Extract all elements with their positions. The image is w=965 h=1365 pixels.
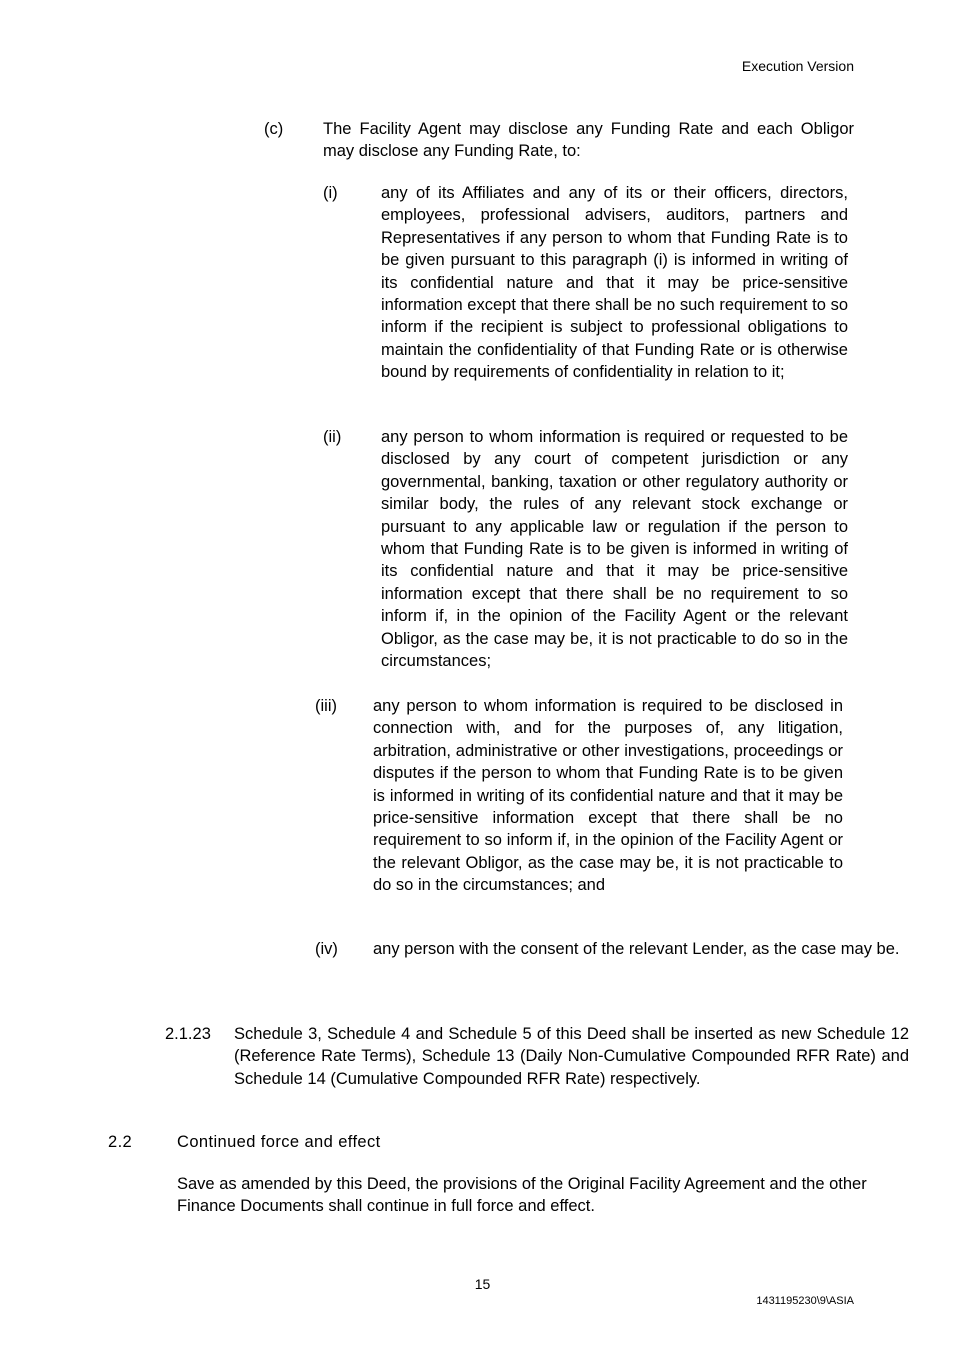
section-2-2-number: 2.2	[108, 1133, 133, 1151]
item-iv-text: any person with the consent of the relevant Lender, as the case may be.	[373, 940, 900, 958]
document-version-label: Execution Version	[741, 58, 854, 74]
document-reference: 1431195230\9\ASIA	[756, 1295, 854, 1307]
clause-2-1-23-label: 2.1.23	[165, 1025, 211, 1043]
clause-c-text: The Facility Agent may disclose any Funding Rate and each Obligor may disclose any Funding Rate, to:	[323, 120, 854, 161]
item-iii-label: (iii)	[315, 697, 337, 715]
page-number: 15	[474, 1276, 491, 1292]
clause-c-label: (c)	[264, 120, 284, 138]
section-2-2-text: Save as amended by this Deed, the provisions of the Original Facility Agreement and the other Finance Documents shall continue in full force and effect.	[177, 1175, 867, 1216]
item-i-label: (i)	[323, 184, 338, 202]
clause-2-1-23-text: Schedule 3, Schedule 4 and Schedule 5 of this Deed shall be inserted as new Schedule 12 (Reference Rate Terms), Schedule 13 (Daily Non-Cumulative Compounded RFR Rate) and Schedule 14 (Cumulative Compounded RFR Rate) respectively.	[234, 1025, 909, 1088]
item-iv-label: (iv)	[315, 940, 338, 958]
section-2-2-title: Continued force and effect	[177, 1133, 381, 1151]
item-ii-label: (ii)	[323, 428, 342, 446]
item-iii-text: any person to whom information is required to be disclosed in connection with, and for the purposes of, any litigation, arbitration, administrative or other investigations, proceedings or disputes if the person to whom that Funding Rate is to be given is informed in writing of its confidential nature and that it may be price-sensitive information except that there shall be no requirement to so inform if, in the opinion of the Facility Agent or the relevant Obligor, as the case may be, it is not practicable to do so in the circumstances; and	[373, 697, 843, 895]
item-ii-text: any person to whom information is required or requested to be disclosed by any court of competent jurisdiction or any governmental, banking, taxation or other regulatory authority or similar body, the rules of any relevant stock exchange or pursuant to any applicable law or regulation if the person to whom that Funding Rate is to be given is informed in writing of its confidential nature and that it may be price-sensitive information except that there shall be no requirement to so inform if, in the opinion of the Facility Agent or the relevant Obligor, as the case may be, it is not practicable to do so in the circumstances;	[381, 428, 848, 671]
item-i-text: any of its Affiliates and any of its or their officers, directors, employees, professional advisers, auditors, partners and Representatives if any person to whom that Funding Rate is to be given pursuant to this paragraph (i) is informed in writing of its confidential nature and that it may be price-sensitive information except that there shall be no such requirement to so inform if the recipient is subject to professional obligations to maintain the confidentiality of that Funding Rate or is otherwise bound by requirements of confidentiality in relation to it;	[381, 184, 848, 382]
